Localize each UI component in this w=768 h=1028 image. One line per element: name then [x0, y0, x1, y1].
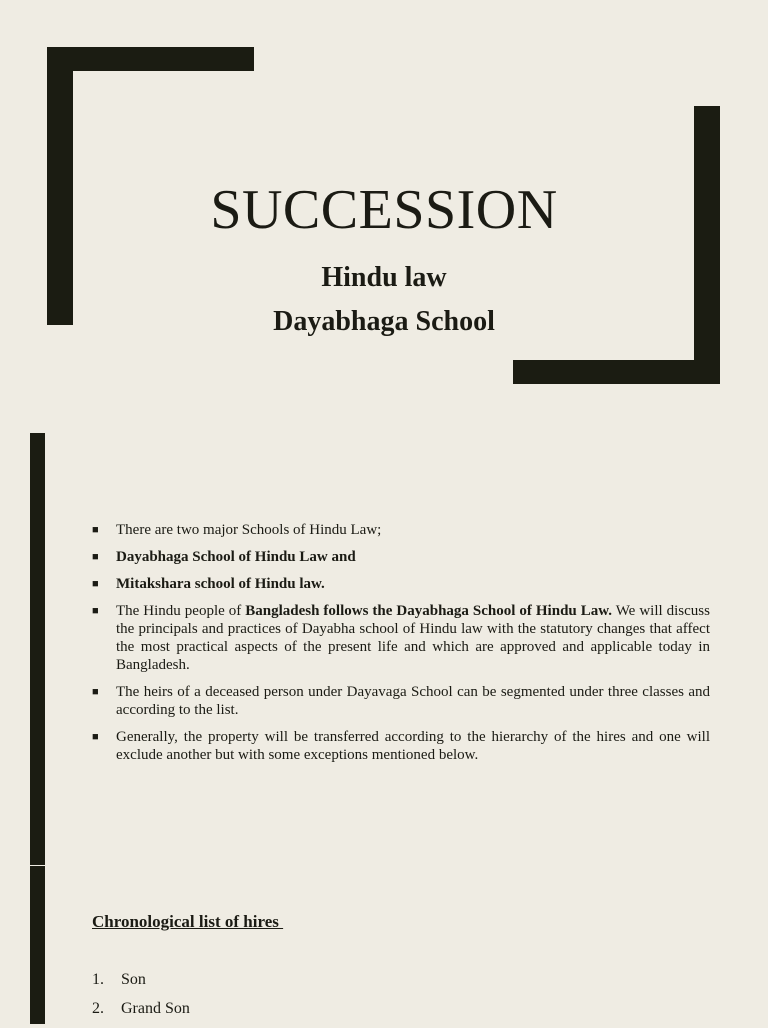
bullet-text: Mitakshara school of Hindu law. — [116, 576, 325, 592]
bullet-marker-icon: ■ — [92, 686, 99, 698]
bullet-marker-icon: ■ — [92, 524, 99, 536]
slide2-left-accent-bar — [30, 433, 45, 865]
bullet-item — [92, 548, 710, 566]
bullet-text: Dayabhaga School of Hindu Law and — [116, 549, 356, 565]
bullet-marker-icon: ■ — [92, 578, 99, 590]
bullet-text-intro: The Hindu people of — [116, 603, 246, 619]
bullet-text-emphasis: Bangladesh follows the Dayabhaga School of Hindu Law. — [245, 603, 612, 619]
bullet-text: There are two major Schools of Hindu Law; — [116, 522, 382, 538]
frame-top-left-horizontal — [47, 47, 254, 71]
bullet-item — [92, 521, 710, 539]
bullet-marker-icon: ■ — [92, 731, 99, 743]
bullet-text: Generally, the property will be transferred according to the hierarchy of the hires and one will exclude another but with some exceptions mentioned below. — [116, 729, 710, 763]
list-item-number: 2. — [92, 1000, 104, 1017]
slide-subtitle-line1: Hindu law — [321, 262, 447, 293]
bullet-text-rest: We will discuss the principals and practices of Dayabha school of Hindu law with the statutory changes that affect the most practical aspects of the present life and which are approved and applicable today in Bangladesh. — [116, 603, 710, 673]
frame-bottom-right-horizontal — [513, 360, 720, 384]
bullet-item — [92, 683, 710, 719]
slide-subtitle-line2: Dayabhaga School — [273, 306, 495, 337]
bullet-text: The heirs of a deceased person under Dayavaga School can be segmented under three classes and according to the list. — [116, 684, 710, 718]
list-item-label: Son — [121, 971, 146, 988]
bullet-item — [92, 728, 710, 764]
heirs-list-heading: Chronological list of hires — [92, 912, 284, 931]
bullet-item — [92, 575, 710, 593]
heirs-list — [92, 970, 190, 1028]
slide-title: SUCCESSION — [210, 179, 558, 241]
frame-bottom-right-vertical — [694, 106, 720, 384]
bullet-marker-icon: ■ — [92, 551, 99, 563]
slide3-left-accent-bar — [30, 866, 45, 1024]
list-item-label: Grand Son — [121, 1000, 190, 1017]
bullet-item — [92, 602, 710, 674]
bullet-marker-icon: ■ — [92, 605, 99, 617]
list-item — [92, 970, 190, 999]
list-item-number: 1. — [92, 971, 104, 988]
bullet-list — [92, 521, 710, 773]
